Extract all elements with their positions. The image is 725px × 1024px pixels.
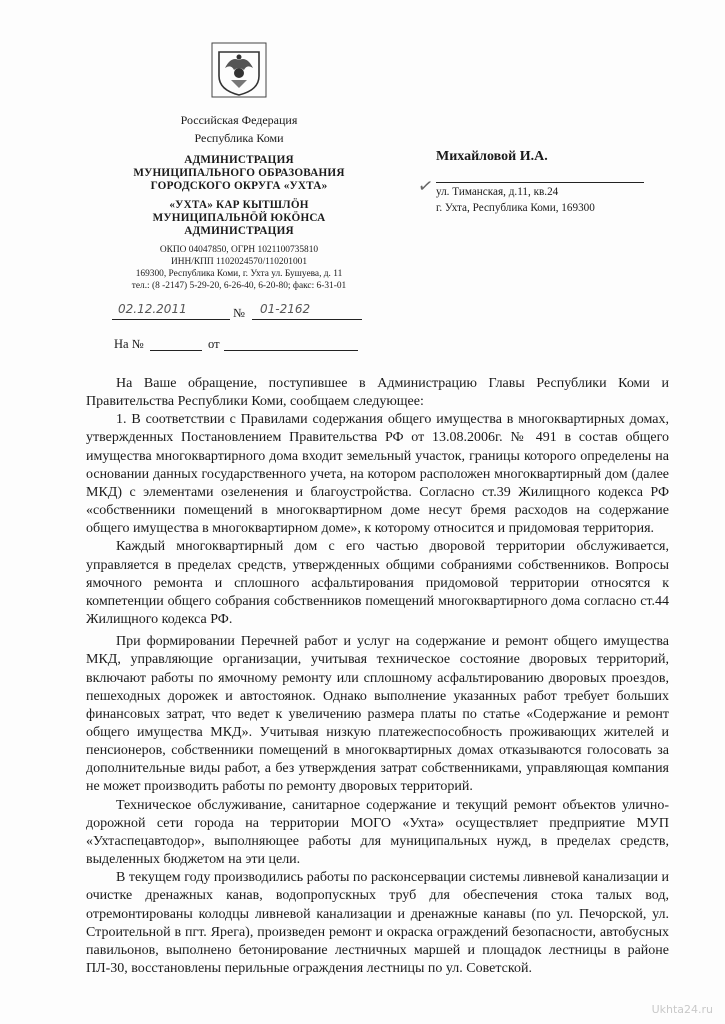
komi-coat-of-arms-icon xyxy=(211,42,267,98)
outgoing-date: 02.12.2011 xyxy=(118,302,187,316)
letterhead-okpo: ОКПО 04047850, ОГРН 1021100735810 xyxy=(159,245,319,255)
reply-to-number-underline xyxy=(150,350,202,351)
outgoing-number: 01-2162 xyxy=(260,302,311,316)
reply-to-number-label: На № xyxy=(114,337,144,351)
letterhead-republic: Республика Коми xyxy=(194,131,284,145)
letterhead-admin-line1: АДМИНИСТРАЦИЯ xyxy=(184,154,294,166)
body-paragraph: 1. В соответствии с Правилами содержания общего имущества в многоквартирных домах, утвержденных Постановлением Правительства РФ от 13.08.2006г. № 491 в состав общего имущества многоквартирного дома входит земельный участок, границы которого определены на основании данных государственного учета, на котором расположен многоквартирный дом (далее МКД) с элементами озеленения и благоустройства. Согласно ст.39 Жилищного кодекса РФ «собственники помещений в многоквартирном доме несут бремя расходов на содержание общего имущества в многоквартирном доме», к которому относится и придомовая территория. xyxy=(86,412,669,537)
letterhead-phones: тел.: (8 -2147) 5-29-20, 6-26-40, 6-20-80; факс: 6-31-01 xyxy=(131,281,347,291)
letterhead-komi-line3: АДМИНИСТРАЦИЯ xyxy=(184,225,294,237)
body-paragraph: При формировании Перечней работ и услуг на содержание и ремонт общего имущества МКД, управляющие организации, учитывая техническое состояние дворовых территорий, включают работы по ямочному ремонту или сплошному асфальтированию дворовых проездов, пешеходных дорожек и автостоянок. Однако выполнение указанных работ требует больших финансовых затрат, что ведет к увеличению размера платы по статье «Содержание и ремонт общего имущества МКД». Учитывая низкую платежеспособность проживающих жителей и пенсионеров, собственники помещений в многоквартирных домах отказываются голосовать за дополнительные виды работ, а без утверждения затрат собственниками, управляющая компания не может производить работы по ремонту дворовых территорий. xyxy=(86,634,669,795)
reply-to-date-underline xyxy=(224,350,358,351)
letterhead-admin-line3: ГОРОДСКОГО ОКРУГА «УХТА» xyxy=(150,180,328,192)
date-underline xyxy=(112,319,230,320)
letterhead-country: Российская Федерация xyxy=(180,113,298,127)
letterhead-komi-line2: МУНИЦИПАЛЬНӦЙ ЮКӦНСА xyxy=(152,212,326,224)
outgoing-number-label: № xyxy=(233,306,245,320)
letterhead-komi-line1: «УХТА» КАР КЫТШЛӦН xyxy=(169,199,309,211)
recipient-address-line1: ул. Тиманская, д.11, кв.24 xyxy=(436,186,559,198)
letterhead-inn: ИНН/КПП 1102024570/110201001 xyxy=(170,257,308,267)
letterhead-address: 169300, Республика Коми, г. Ухта ул. Бушуева, д. 11 xyxy=(135,269,343,279)
site-watermark: Ukhta24.ru xyxy=(651,1003,713,1016)
reply-to-date-label: от xyxy=(208,337,220,351)
body-paragraph: Каждый многоквартирный дом с его частью дворовой территории обслуживается, управляется в пределах средств, утвержденных общими собраниями собственников. Вопросы ямочного ремонта и сплошного асфальтирования придомовой территории относятся к компетенции общего собрания собственников помещений многоквартирного дома согласно ст.44 Жилищного кодекса РФ. xyxy=(86,539,669,628)
body-paragraph: В текущем году производились работы по расконсервации системы ливневой канализации и очистке дренажных канав, водопропускных труб для обеспечения стока талых вод, отремонтированы колодцы ливневой канализации и дренажные канавы (по ул. Печорской, ул. Строительной в пгт. Ярега), произведен ремонт и окраска ограждений безопасности, автобусных павильонов, выполнено бетонирование лестничных маршей и площадок лестницы в районе ПЛ-30, восстановлены перильные ограждения лестницы по ул. Советской. xyxy=(86,870,669,976)
pen-tick-mark-icon: ✓ xyxy=(416,174,435,199)
letterhead-admin-line2: МУНИЦИПАЛЬНОГО ОБРАЗОВАНИЯ xyxy=(133,167,345,179)
body-paragraph: На Ваше обращение, поступившее в Администрацию Главы Республики Коми и Правительства Республики Коми, сообщаем следующее: xyxy=(86,376,669,410)
number-underline xyxy=(252,319,362,320)
recipient-address-line2: г. Ухта, Республика Коми, 169300 xyxy=(436,202,595,214)
recipient-underline xyxy=(436,182,644,183)
body-paragraph: Техническое обслуживание, санитарное содержание и текущий ремонт объектов улично-дорожной сети города на территории МОГО «Ухта» осуществляет предприятие МУП «Ухтаспецавтодор», выполняющее работы для муниципальных нужд, в пределах средств, выделенных бюджетом на эти цели. xyxy=(86,797,669,868)
letter-body xyxy=(86,375,669,978)
recipient-name: Михайловой И.А. xyxy=(436,149,548,164)
